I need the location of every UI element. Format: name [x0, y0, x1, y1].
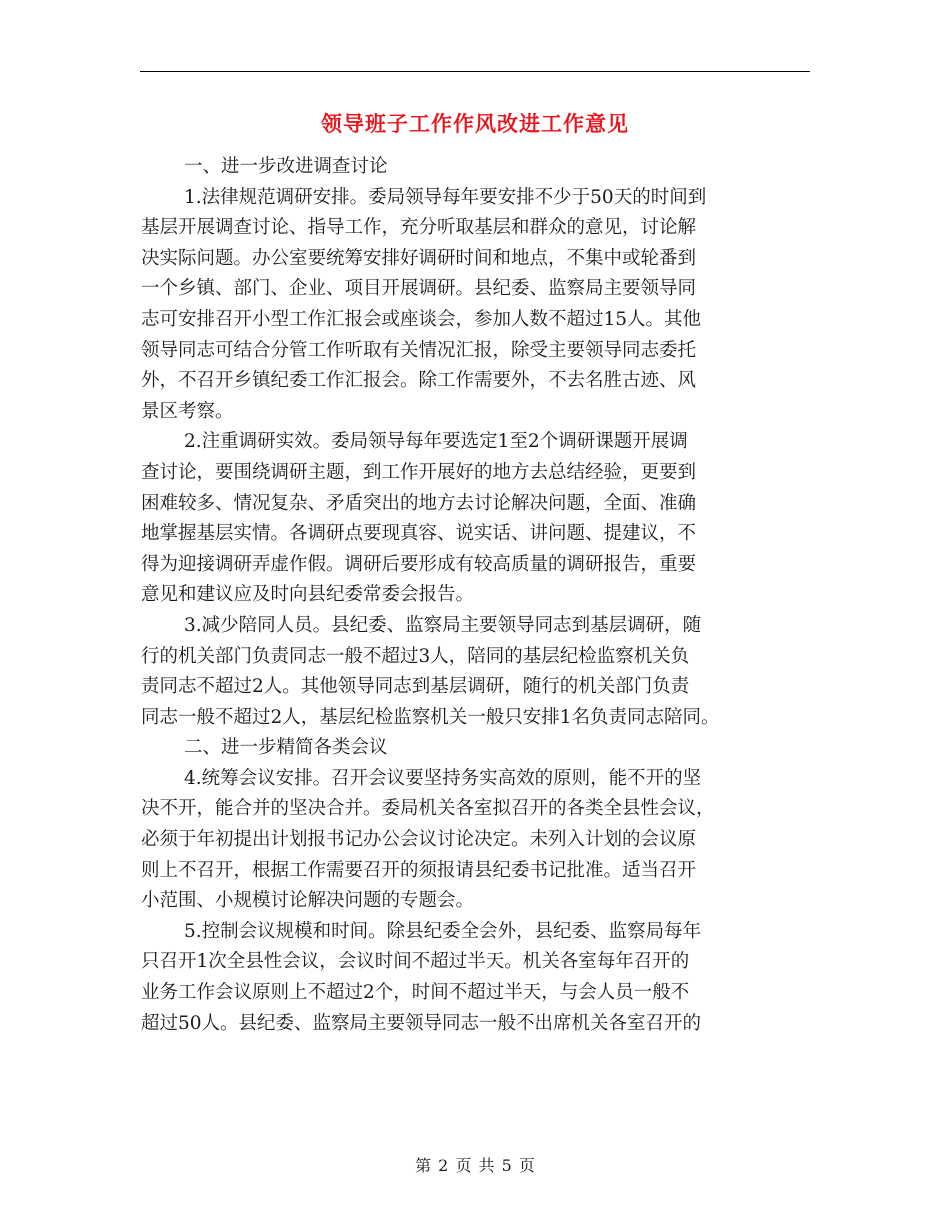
paragraph-line: 同志一般不超过2人，基层纪检监察机关一般只安排1名负责同志陪同。 [141, 706, 720, 728]
paragraph-line: 地掌握基层实情。各调研点要现真容、说实话、讲问题、提建议，不 [141, 523, 697, 545]
paragraph-line: 外，不召开乡镇纪委工作汇报会。除工作需要外，不去名胜古迹、风 [141, 370, 697, 392]
paragraph-line: 超过50人。县纪委、监察局主要领导同志一般不出席机关各室召开的 [141, 1012, 702, 1034]
document-body [141, 152, 809, 1039]
paragraph-line: 2.注重调研实效。委局领导每年要选定1至2个调研课题开展调 [184, 431, 688, 453]
page-number: 第 2 页 共 5 页 [415, 1156, 535, 1175]
paragraph-line: 得为迎接调研弄虚作假。调研后要形成有较高质量的调研报告，重要 [141, 553, 697, 575]
section-heading: 二、进一步精简各类会议 [184, 737, 388, 759]
paragraph-line: 4.统筹会议安排。召开会议要坚持务实高效的原则，能不开的坚 [184, 767, 702, 789]
paragraph-line: 3.减少陪同人员。县纪委、监察局主要领导同志到基层调研，随 [184, 614, 702, 636]
paragraph-line: 必须于年初提出计划报书记办公会议讨论决定。未列入计划的会议原 [141, 829, 697, 851]
paragraph-line: 困难较多、情况复杂、矛盾突出的地方去讨论解决问题，全面、准确 [141, 492, 697, 514]
paragraph-line: 志可安排召开小型工作汇报会或座谈会，参加人数不超过15人。其他 [141, 308, 702, 330]
paragraph-line: 一个乡镇、部门、企业、项目开展调研。县纪委、监察局主要领导同 [141, 278, 697, 300]
paragraph-line: 1.法律规范调研安排。委局领导每年要安排不少于50天的时间到 [184, 186, 707, 208]
paragraph-line: 5.控制会议规模和时间。除县纪委全会外，县纪委、监察局每年 [184, 920, 702, 942]
paragraph-line: 行的机关部门负责同志一般不超过3人，陪同的基层纪检监察机关负 [141, 645, 690, 667]
header-rule [140, 71, 810, 72]
paragraph-line: 领导同志可结合分管工作听取有关情况汇报，除受主要领导同志委托 [141, 339, 697, 361]
paragraph-line: 意见和建议应及时向县纪委常委会报告。 [141, 584, 475, 606]
paragraph-line: 决实际问题。办公室要统筹安排好调研时间和地点，不集中或轮番到 [141, 247, 697, 269]
paragraph-line: 景区考察。 [141, 400, 234, 422]
paragraph-line: 责同志不超过2人。其他领导同志到基层调研，随行的机关部门负责 [141, 676, 690, 698]
paragraph-line: 只召开1次全县性会议，会议时间不超过半天。机关各室每年召开的 [141, 951, 690, 973]
section-heading: 一、进一步改进调查讨论 [184, 156, 388, 177]
document-title: 领导班子工作作风改进工作意见 [321, 111, 629, 136]
paragraph-line: 决不开，能合并的坚决合并。委局机关各室拟召开的各类全县性会议， [141, 798, 715, 820]
paragraph-line: 小范围、小规模讨论解决问题的专题会。 [141, 890, 475, 912]
paragraph-line: 基层开展调查讨论、指导工作，充分听取基层和群众的意见，讨论解 [141, 217, 697, 239]
paragraph-line: 业务工作会议原则上不超过2个，时间不超过半天，与会人员一般不 [141, 982, 690, 1004]
paragraph-line: 则上不召开，根据工作需要召开的须报请县纪委书记批准。适当召开 [141, 859, 697, 881]
paragraph-line: 查讨论，要围绕调研主题，到工作开展好的地方去总结经验，更要到 [141, 461, 697, 483]
